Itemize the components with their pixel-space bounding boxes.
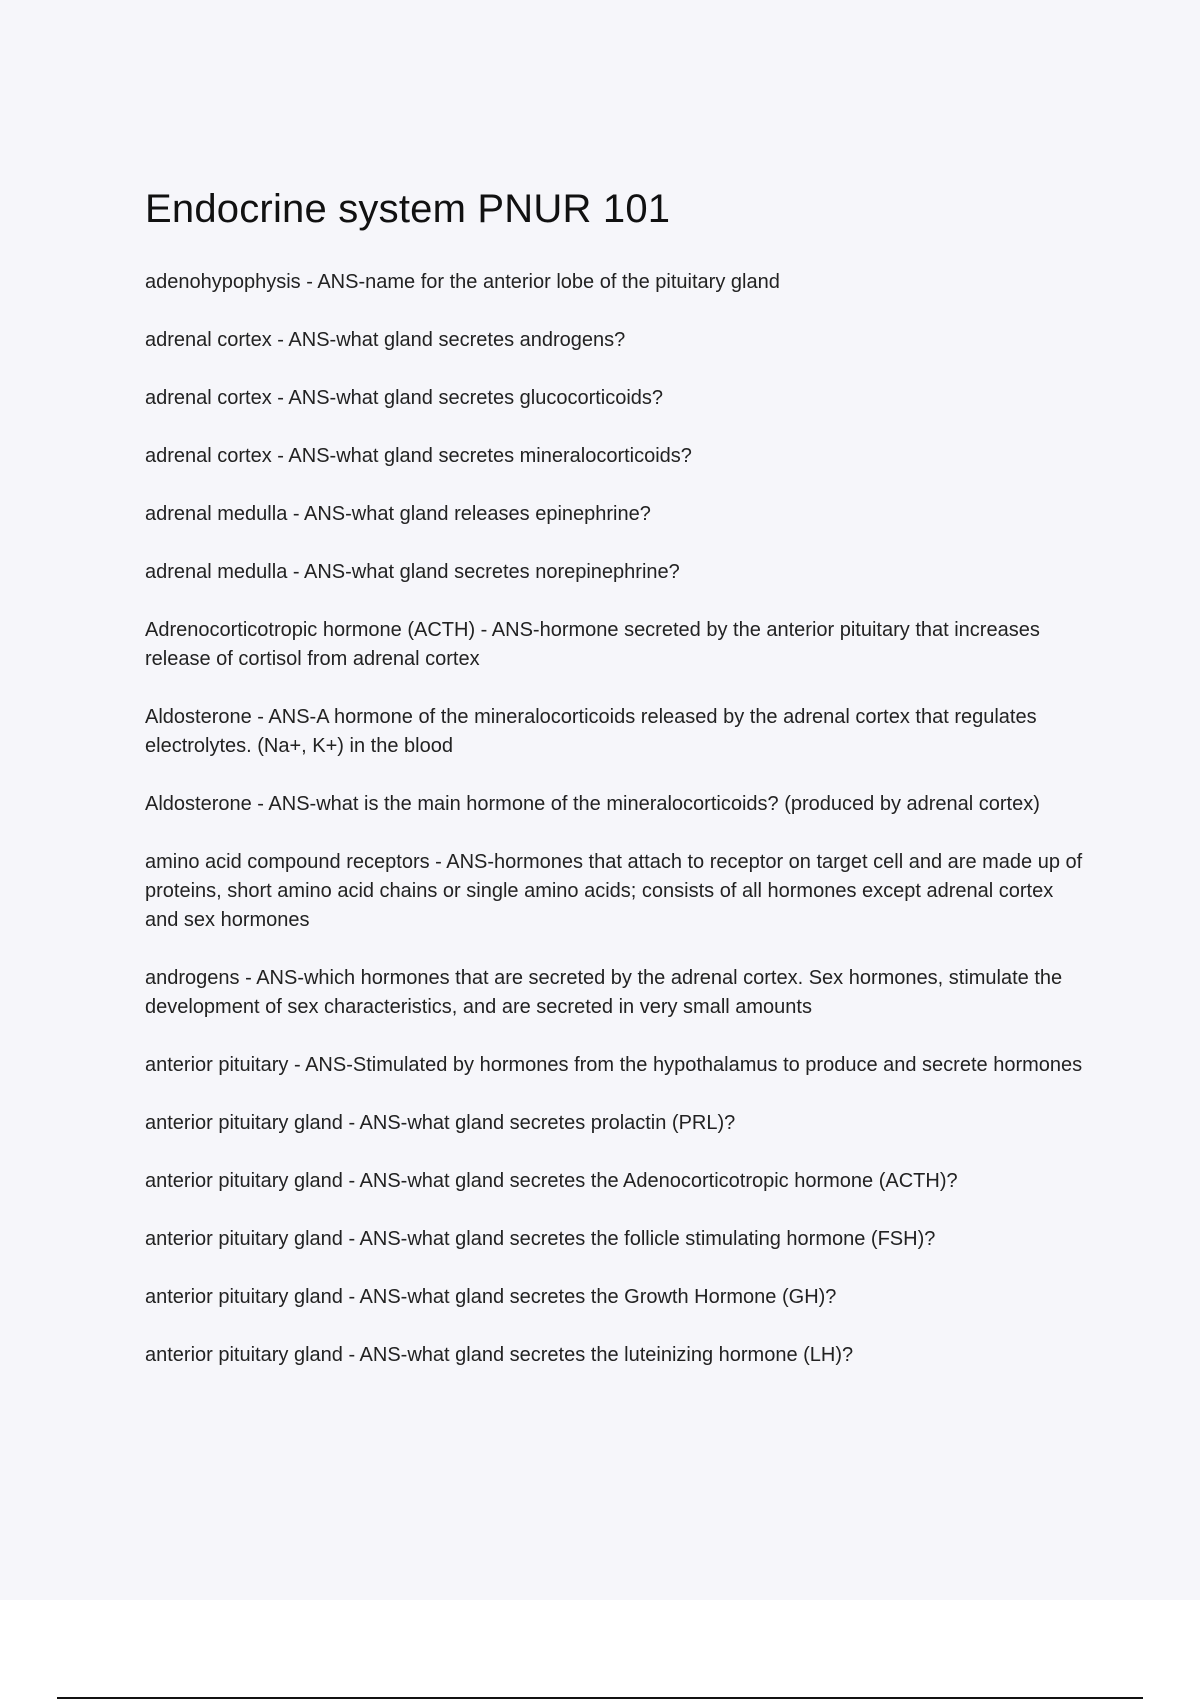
flashcard-entry: androgens - ANS-which hormones that are secreted by the adrenal cortex. Sex hormones, stimulate the development of sex characteristics, and are secreted in very small amounts	[145, 967, 1063, 1018]
flashcard-entry: amino acid compound receptors - ANS-hormones that attach to receptor on target cell and are made up of proteins, short amino acid chains or single amino acids; consists of all hormones except adrenal cortex and sex hormones	[145, 851, 1083, 931]
flashcard-entry: Aldosterone - ANS-A hormone of the mineralocorticoids released by the adrenal cortex that regulates electrolytes. (Na+, K+) in the blood	[145, 706, 1037, 757]
flashcard-entry: adrenal cortex - ANS-what gland secretes androgens?	[145, 329, 626, 351]
flashcard-entry: adrenal cortex - ANS-what gland secretes glucocorticoids?	[145, 387, 664, 409]
document-content	[145, 186, 1085, 1399]
flashcard-entry: adrenal medulla - ANS-what gland releases epinephrine?	[145, 503, 651, 525]
flashcard-entry: anterior pituitary gland - ANS-what gland secretes prolactin (PRL)?	[145, 1112, 736, 1134]
flashcard-entry: adrenal cortex - ANS-what gland secretes mineralocorticoids?	[145, 445, 692, 467]
flashcard-entry: Aldosterone - ANS-what is the main hormone of the mineralocorticoids? (produced by adrenal cortex)	[145, 793, 1040, 815]
footer-divider	[57, 1697, 1143, 1699]
flashcard-entry: anterior pituitary - ANS-Stimulated by hormones from the hypothalamus to produce and secrete hormones	[145, 1054, 1083, 1076]
flashcard-entry: anterior pituitary gland - ANS-what gland secretes the follicle stimulating hormone (FSH)?	[145, 1228, 936, 1250]
page-title: Endocrine system PNUR 101	[145, 187, 671, 231]
flashcard-entry: anterior pituitary gland - ANS-what gland secretes the Growth Hormone (GH)?	[145, 1286, 837, 1308]
flashcard-list	[145, 268, 1085, 1370]
flashcard-entry: Adrenocorticotropic hormone (ACTH) - ANS-hormone secreted by the anterior pituitary that increases release of cortisol from adrenal cortex	[145, 619, 1040, 670]
flashcard-entry: adenohypophysis - ANS-name for the anterior lobe of the pituitary gland	[145, 271, 780, 293]
flashcard-entry: adrenal medulla - ANS-what gland secretes norepinephrine?	[145, 561, 680, 583]
flashcard-entry: anterior pituitary gland - ANS-what gland secretes the Adenocorticotropic hormone (ACTH)?	[145, 1170, 958, 1192]
flashcard-entry: anterior pituitary gland - ANS-what gland secretes the luteinizing hormone (LH)?	[145, 1344, 854, 1366]
